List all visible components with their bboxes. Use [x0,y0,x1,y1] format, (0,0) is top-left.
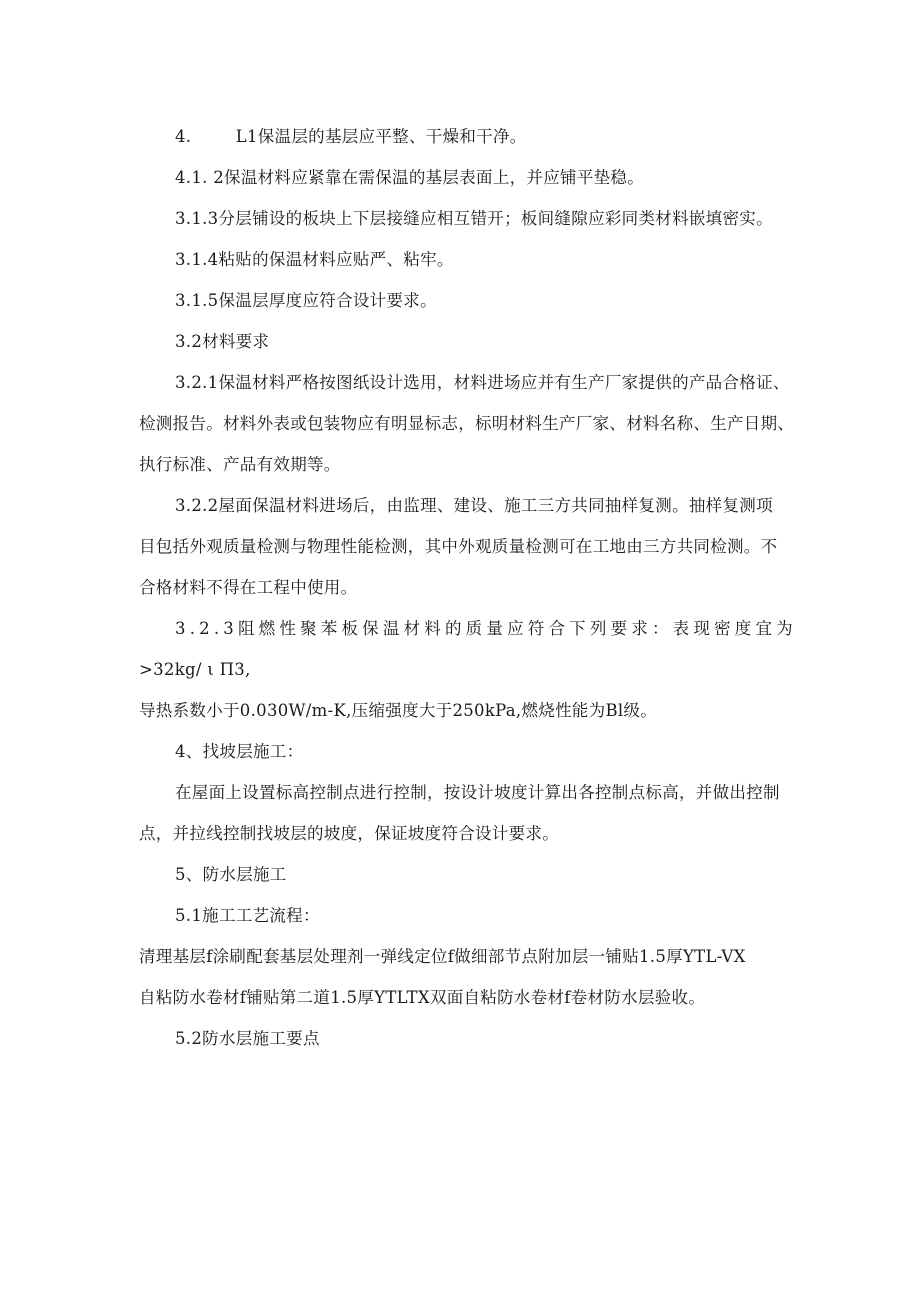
paragraph-line: 点，并拉线控制找坡层的坡度，保证坡度符合设计要求。 [139,824,559,843]
paragraph-line: 3.2.2屋面保温材料进场后，由监理、建设、施工三方共同抽样复测。抽样复测项 [175,496,773,515]
paragraph-line: 3.1.5保温层厚度应符合设计要求。 [175,291,437,310]
section-heading: 5.2防水层施工要点 [175,1029,320,1048]
paragraph-line: 3.1.4粘贴的保温材料应贴严、粘牢。 [175,250,454,269]
paragraph-line: 3.2.1保温材料严格按图纸设计选用，材料进场应并有生产厂家提供的产品合格证、 [175,373,790,392]
paragraph-line: 4.1. 2保温材料应紧靠在需保温的基层表面上，并应铺平垫稳。 [175,168,645,187]
paragraph-line: 执行标准、产品有效期等。 [139,455,341,474]
paragraph-line: 检测报告。材料外表或包装物应有明显标志，标明材料生产厂家、材料名称、生产日期、 [139,414,795,433]
paragraph-line: >32kg/ ι Π3, [139,660,251,679]
section-heading: 5、防水层施工 [175,865,287,884]
section-heading: 3.2材料要求 [175,332,270,351]
paragraph-line: 导热系数小于0.030W/m-K,压缩强度大于250kPa,燃烧性能为Bl级。 [139,701,658,720]
paragraph-line: 在屋面上设置标高控制点进行控制，按设计坡度计算出各控制点标高，并做出控制 [175,783,780,802]
paragraph-line: 清理基层f涂刷配套基层处理剂一弹线定位f做细部节点附加层一铺贴1.5厚YTL-VX [139,947,746,966]
paragraph-line: 3.1.3分层铺设的板块上下层接缝应相互错开；板间缝隙应彩同类材料嵌填密实。 [175,209,773,228]
paragraph-line: 自粘防水卷材f铺贴第二道1.5厚YTLTX双面自粘防水卷材f卷材防水层验收。 [139,988,706,1007]
paragraph-line: 3.2.3阻燃性聚苯板保温材料的质量应符合下列要求：表现密度宜为 [175,619,797,638]
paragraph-line: 目包括外观质量检测与物理性能检测，其中外观质量检测可在工地由三方共同检测。不 [139,537,778,556]
section-heading: 5.1施工工艺流程： [175,906,320,925]
section-heading: 4、找坡层施工： [175,742,304,761]
paragraph-line: 合格材料不得在工程中使用。 [139,578,358,597]
paragraph-line: 4. L1保温层的基层应平整、干燥和干净。 [175,127,527,146]
